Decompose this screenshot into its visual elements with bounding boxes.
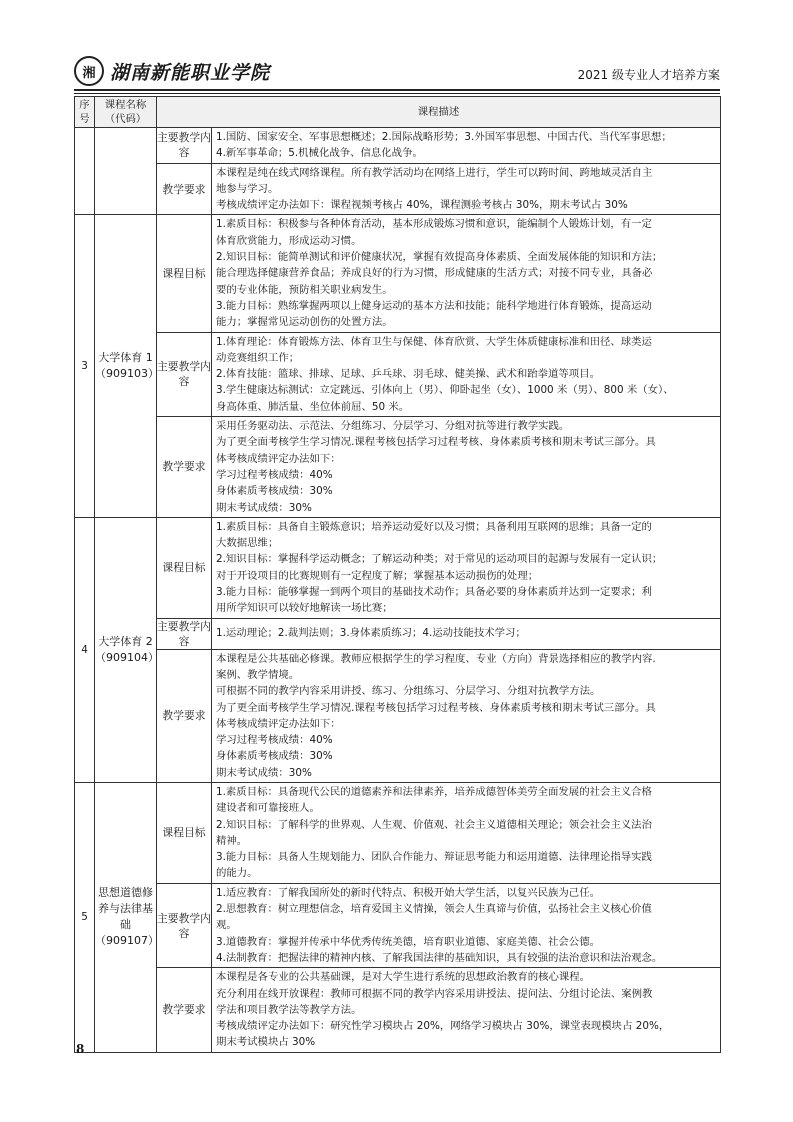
course-number-cell — [75, 128, 95, 215]
table-row — [75, 649, 721, 782]
header-rule — [74, 89, 720, 91]
description-line: 本课程是纯在线式网络课程。所有教学活动均在网络上进行，学生可以跨时间、跨地域灵活自主 — [216, 166, 653, 179]
description-line: 1.国防、国家安全、军事思想概述；2.国际战略形势；3.外国军事思想、中国古代、当代军事思想； — [216, 131, 672, 143]
course-requirement-text — [212, 968, 721, 1052]
course-content-text — [212, 883, 721, 967]
description-line: 对于开设项目的比赛规则有一定程度了解；掌握基本运动损伤的处理； — [216, 569, 539, 582]
description-line: 案例、教学情境。 — [216, 668, 300, 681]
description-line: 地参与学习。 — [216, 182, 279, 195]
school-seal-icon: 湘 — [74, 56, 104, 86]
description-line: 1.体育理论：体育锻炼方法、体育卫生与保健、体育欣赏、大学生体质健康标准和田径、球类运 — [216, 335, 652, 348]
description-line: 3.能力目标：具备人生规划能力、团队合作能力、辩证思考能力和运用道德、法律理论指导实践 — [216, 851, 652, 864]
course-number-cell: 3 — [75, 215, 95, 517]
table-header-row — [75, 97, 721, 128]
description-line: 3.能力目标：熟练掌握两项以上健身运动的基本方法和技能；能科学地进行体育锻炼，提高运动 — [216, 299, 652, 312]
course-number-cell: 4 — [75, 517, 95, 782]
table-row — [75, 782, 721, 883]
description-line: 可根据不同的教学内容采用讲授、练习、分组练习、分层学习、分组对抗教学方法。 — [216, 685, 601, 698]
description-line: 2.体育技能：篮球、排球、足球、乒乓球、羽毛球、健美操、武术和跆拳道等项目。 — [216, 368, 600, 381]
description-line: 为了更全面考核学生学习情况.课程考核包括学习过程考核、身体素质考核和期末考试三部分。具 — [216, 701, 656, 714]
description-line: 期末考试成绩：30% — [216, 766, 312, 779]
description-line: 充分利用在线开放课程：教师可根据不同的教学内容采用讲授法、提问法、分组讨论法、案例教 — [216, 987, 653, 1000]
description-line: 采用任务驱动法、示范法、分组练习、分层学习、分组对抗等进行教学实践。 — [216, 420, 570, 433]
table-row — [75, 968, 721, 1052]
description-line: 观。 — [216, 919, 237, 932]
course-goal-text — [212, 215, 721, 332]
row-type-label: 课程目标 — [157, 517, 212, 618]
description-line: 本课程是各专业的公共基础课，是对大学生进行系统的思想政治教育的核心课程。 — [216, 971, 591, 984]
description-line: 体考核成绩评定办法如下： — [216, 452, 341, 465]
table-row — [75, 883, 721, 967]
row-type-label: 主要教学内容 — [157, 332, 212, 416]
description-line: 1.素质目标：具备自主锻炼意识；培养运动爱好以及习惯；具备利用互联网的思维；具备一定的 — [216, 520, 652, 533]
description-line: 2.知识目标：了解科学的世界观、人生观、价值观、社会主义道德相关理论；领会社会主义法治 — [216, 818, 652, 831]
course-name-cell — [95, 128, 157, 215]
description-line: 动竞赛组织工作； — [216, 351, 300, 364]
course-goal-text — [212, 517, 721, 618]
table-row — [75, 332, 721, 416]
row-type-label: 教学要求 — [157, 968, 212, 1052]
row-type-label: 主要教学内容 — [157, 883, 212, 967]
course-goal-text — [212, 782, 721, 883]
description-line: 3.道德教育：掌握并传承中华优秀传统美德，培育职业道德、家庭美德、社会公德。 — [216, 935, 600, 948]
row-type-label: 主要教学内容 — [157, 128, 212, 164]
description-line: 用所学知识可以较好地解读一场比赛； — [216, 602, 393, 615]
description-line: 建设者和可靠接班人。 — [216, 802, 320, 815]
description-line: 4.新军事革命；5.机械化战争、信息化战争。 — [216, 147, 423, 160]
description-line: 学习过程考核成绩：40% — [216, 468, 333, 481]
description-line: 1.素质目标：积极参与各种体育活动，基本形成锻炼习惯和意识，能编制个人锻炼计划，有一定 — [216, 218, 652, 231]
school-logo — [74, 56, 270, 86]
table-row — [75, 215, 721, 332]
course-table — [74, 96, 721, 1053]
description-line: 为了更全面考核学生学习情况.课程考核包括学习过程考核、身体素质考核和期末考试三部分。具 — [216, 436, 656, 449]
description-line: 大数据思维； — [216, 537, 279, 550]
header-rule-thin — [74, 93, 720, 94]
description-line: 2.知识目标：能简单测试和评价健康状况，掌握有效提高身体素质、全面发展体能的知识和方法； — [216, 251, 663, 264]
description-line: 身体素质考核成绩：30% — [216, 750, 333, 763]
description-line: 的能力。 — [216, 867, 258, 880]
row-type-label: 教学要求 — [157, 649, 212, 782]
description-line: 期末考试成绩：30% — [216, 501, 312, 514]
description-line: 1.适应教育：了解我国所处的新时代特点、积极开始大学生活，以复兴民族为己任。 — [216, 886, 600, 899]
description-line: 身体素质考核成绩：30% — [216, 485, 333, 498]
description-line: 1.运动理论；2.裁判法则；3.身体素质练习；4.运动技能技术学习； — [216, 627, 526, 640]
page-number: 8 — [76, 1042, 85, 1056]
course-name-cell: 思想道德修养与法律基础（909107） — [95, 782, 157, 1052]
description-line: 考核成绩评定办法如下：课程视频考核占 40%，课程测验考核占 30%，期末考试占 30% — [216, 199, 628, 212]
description-line: 4.法制教育：把握法律的精神内核、了解我国法律的基础知识，具有较强的法治意识和法治观念。 — [216, 951, 663, 964]
course-requirement-text — [212, 649, 721, 782]
row-type-label: 教学要求 — [157, 163, 212, 215]
column-header-desc: 课程描述 — [157, 97, 721, 128]
row-type-label: 教学要求 — [157, 417, 212, 518]
course-name-cell: 大学体育 1（909103） — [95, 215, 157, 517]
course-content-text — [212, 128, 721, 164]
course-name-cell: 大学体育 2（909104） — [95, 517, 157, 782]
description-line: 精神。 — [216, 834, 248, 847]
description-line: 1.素质目标：具备现代公民的道德素养和法律素养，培养成德智体美劳全面发展的社会主义合格 — [216, 785, 652, 798]
table-row — [75, 128, 721, 164]
description-line: 学习过程考核成绩：40% — [216, 734, 333, 747]
table-row — [75, 517, 721, 618]
description-line: 本课程是公共基础必修课。教师应根据学生的学习程度、专业（方向）背景选择相应的教学内容. — [216, 652, 656, 665]
course-content-text — [212, 332, 721, 416]
description-line: 期末考试模块占 30% — [216, 1036, 316, 1049]
table-row — [75, 163, 721, 215]
description-line: 2.知识目标：掌握科学运动概念；了解运动种类；对于常见的运动项目的起源与发展有一定认识； — [216, 553, 663, 566]
description-line: 3.学生健康达标测试：立定跳远、引体向上（男）、仰卧起坐（女）、1000 米（男）、800 米（女）、 — [216, 384, 674, 397]
row-type-label: 课程目标 — [157, 782, 212, 883]
course-content-text — [212, 618, 721, 649]
description-line: 身高体重、肺活量、坐位体前屈、50 米。 — [216, 400, 410, 413]
course-number-cell: 5 — [75, 782, 95, 1052]
table-row — [75, 618, 721, 649]
school-name: 湖南新能职业学院 — [110, 61, 271, 84]
description-line: 考核成绩评定办法如下：研究性学习模块占 20%，网络学习模块占 30%，课堂表现模块占 20%， — [216, 1020, 670, 1033]
course-requirement-text — [212, 417, 721, 518]
row-type-label: 主要教学内容 — [157, 619, 211, 648]
column-header-name: 课程名称（代码） — [95, 97, 157, 128]
description-line: 体育欣赏能力，形成运动习惯。 — [216, 234, 362, 247]
table-row — [75, 417, 721, 518]
description-line: 3.能力目标：能够掌握一到两个项目的基础技术动作；具备必要的身体素质并达到一定要求；利 — [216, 586, 652, 599]
description-line: 学法和项目教学法等教学方法。 — [216, 1003, 362, 1016]
description-line: 2.思想教育：树立理想信念，培育爱国主义情操，领会人生真谛与价值，弘扬社会主义核心价值 — [216, 903, 652, 916]
description-line: 体考核成绩评定办法如下： — [216, 717, 341, 730]
description-line: 能合理选择健康营养食品；养成良好的行为习惯，形成健康的生活方式；对接不同专业，具备必 — [216, 267, 653, 280]
column-header-no: 序号 — [75, 97, 95, 128]
page-header — [74, 52, 720, 90]
course-requirement-text — [212, 163, 721, 215]
document-title: 2021 级专业人才培养方案 — [577, 68, 720, 82]
row-type-label: 课程目标 — [157, 215, 212, 332]
description-line: 要的专业体能，预防相关职业病发生。 — [216, 283, 393, 296]
description-line: 能力；掌握常见运动创伤的处置方法。 — [216, 316, 393, 329]
